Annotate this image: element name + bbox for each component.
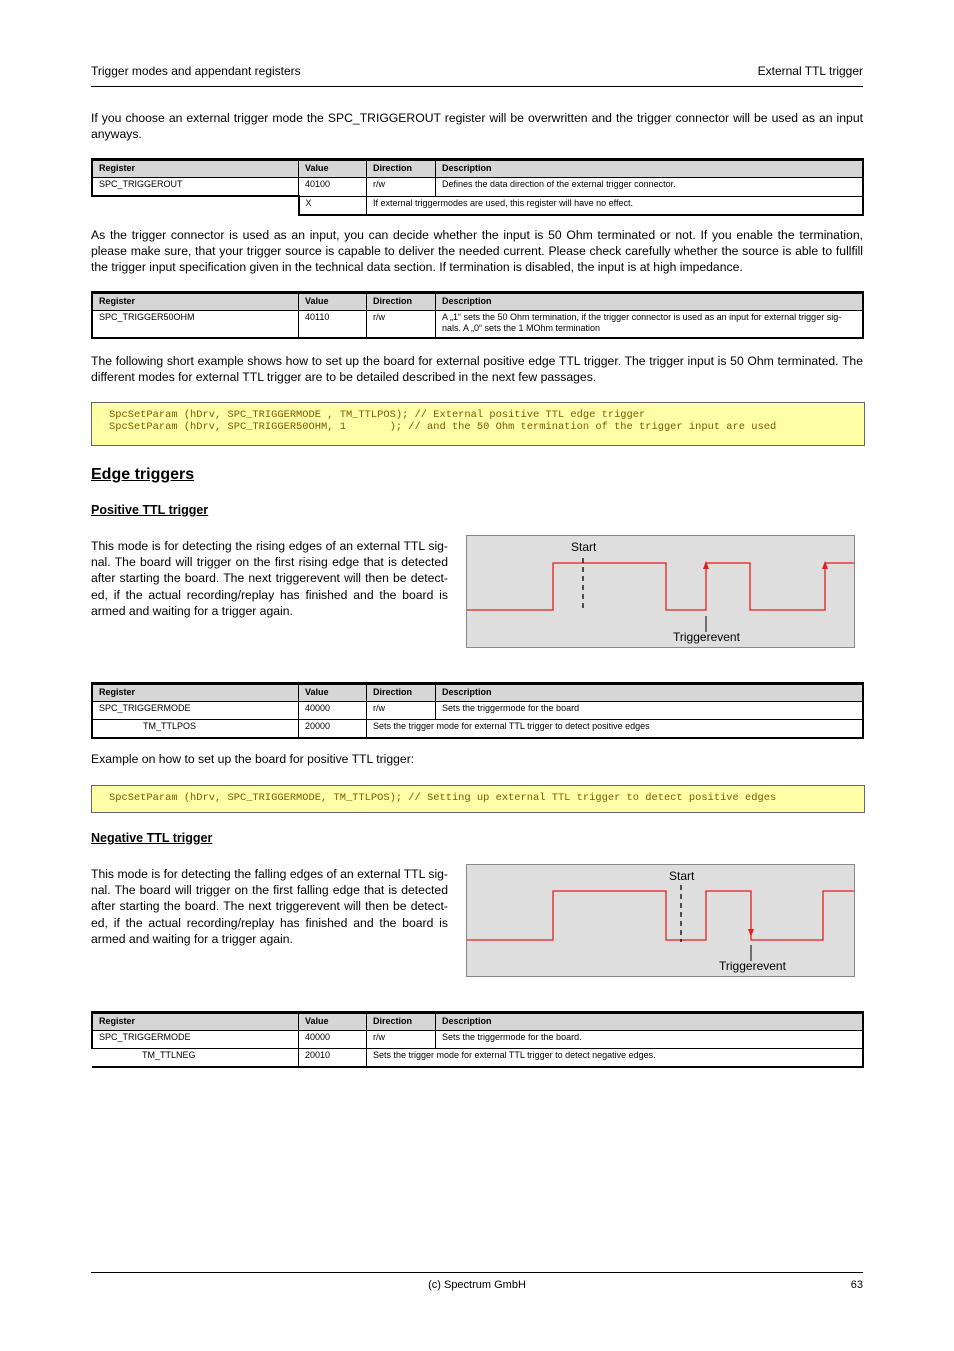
cell-description: Defines the data direction of the external trigger connector. [436,178,864,197]
cell-value: 20010 [299,1049,367,1068]
cell-description: Sets the triggermode for the board. [436,1031,864,1049]
cell-direction: r/w [367,178,436,197]
cell-value: 20000 [299,720,367,739]
cell-register: SPC_TRIGGEROUT [92,178,299,197]
header-section: External TTL trigger [757,64,863,78]
table-row [92,1049,863,1068]
figure-label-start: Start [669,869,695,883]
table-row [92,702,863,720]
positive-description: This mode is for detecting the rising edges of an external TTL sig-nal. The board will trigger on the first rising edge that is detected after starting the board. The next triggerevent will then be detect-ed, if the actual recording/replay has finished and the board is armed and waiting for a trigger again. [91,539,448,618]
page-number: 63 [850,1279,863,1291]
rising-edge-arrow [703,561,709,569]
figure-label-triggerevent: Triggerevent [719,959,786,973]
col-value: Value [299,293,367,311]
cell-description: Sets the trigger mode for external TTL trigger to detect positive edges [367,720,864,739]
cell-description: If external triggermodes are used, this register will have no effect. [367,196,864,215]
cell-direction: r/w [367,702,436,720]
rising-edge-arrow [822,561,828,569]
cell-description [436,311,864,339]
col-description: Description [436,160,864,178]
figure-label-triggerevent: Triggerevent [673,630,740,644]
table-row [92,720,863,739]
section-title-edge-triggers: Edge triggers [91,466,195,483]
termination-paragraph: As the trigger connector is used as an input, you can decide whether the input is 50 Ohm terminated or not. If you enable the termination, please make sure, that your trigger source is capable to deliver the needed current. Please check carefully whether the source is able to fullfill the trigger input specification given in the technical data section. If termination is disabled, the input is at high impedance. [91,228,863,275]
description-line: A „1“ sets the 50 Ohm termination, if the trigger connector is used as an input for external trigger sig- [442,312,842,322]
cell-value: 40000 [299,702,367,720]
col-register: Register [92,684,299,702]
example-paragraph: The following short example shows how to set up the board for external positive edge TTL trigger. The trigger input is 50 Ohm terminated. The different modes for external TTL trigger are to be detailed described in the next few passages. [91,354,863,385]
figure-label-start: Start [571,540,597,554]
cell-description: Sets the trigger mode for external TTL trigger to detect negative edges. [367,1049,864,1068]
col-register: Register [92,160,299,178]
cell-value: 40000 [299,1031,367,1049]
register-table-triggerout [91,158,864,216]
signal-waveform [467,563,854,610]
col-direction: Direction [367,293,436,311]
page-header [91,64,863,87]
col-direction: Direction [367,160,436,178]
cell-register: SPC_TRIGGERMODE [92,702,299,720]
code-block-setup [91,402,865,446]
cell-register: SPC_TRIGGERMODE [92,1031,299,1049]
example-label-positive: Example on how to set up the board for positive TTL trigger: [91,752,415,766]
code-block-positive [91,785,865,813]
cell-register: TM_TTLNEG [92,1049,299,1068]
negative-edge-figure [466,864,855,977]
col-register: Register [92,293,299,311]
cell-register: SPC_TRIGGER50OHM [92,311,299,339]
table-row [92,1031,863,1049]
header-chapter: Trigger modes and appendant registers [91,64,301,78]
code-line: SpcSetParam (hDrv, SPC_TRIGGERMODE , TM_TTLPOS); // External positive TTL edge trigger [109,409,646,421]
cell-register: TM_TTLPOS [92,720,299,739]
negative-description: This mode is for detecting the falling edges of an external TTL sig-nal. The board will trigger on the first falling edge that is detected after starting the board. The next triggerevent will then be detect-ed, if the actual recording/replay has finished and the board is armed and waiting for a trigger again. [91,867,448,946]
cell-value: 40110 [299,311,367,339]
col-value: Value [299,1013,367,1031]
code-line: SpcSetParam (hDrv, SPC_TRIGGERMODE, TM_TTLPOS); // Setting up external TTL trigger to detect positive edges [109,792,777,804]
subsection-title-positive: Positive TTL trigger [91,503,209,517]
subsection-title-negative: Negative TTL trigger [91,831,213,845]
register-table-50ohm [91,291,864,339]
cell-direction: r/w [367,1031,436,1049]
col-register: Register [92,1013,299,1031]
cell-value: X [299,196,367,215]
positive-edge-figure [466,535,855,648]
intro-paragraph: If you choose an external trigger mode the SPC_TRIGGEROUT register will be overwritten and the trigger connector will be used as an input anyways. [91,111,863,142]
code-line: SpcSetParam (hDrv, SPC_TRIGGER50OHM, 1 ); // and the 50 Ohm termination of the trigger input are used [109,421,777,433]
table-row [92,196,863,215]
footer-copyright: (c) Spectrum GmbH [428,1279,526,1291]
register-table-ttlneg [91,1011,864,1068]
col-direction: Direction [367,684,436,702]
description-line: nals. A „0“ sets the 1 MOhm termination [442,323,601,333]
col-value: Value [299,160,367,178]
signal-waveform [467,891,854,940]
col-description: Description [436,684,864,702]
page-footer [91,1272,863,1291]
table-row [92,178,863,197]
falling-edge-arrow [748,929,754,937]
col-direction: Direction [367,1013,436,1031]
cell-direction: r/w [367,311,436,339]
col-description: Description [436,1013,864,1031]
cell-description: Sets the triggermode for the board [436,702,864,720]
register-table-ttlpos [91,682,864,739]
col-value: Value [299,684,367,702]
cell-value: 40100 [299,178,367,197]
col-description: Description [436,293,864,311]
table-row [92,311,863,339]
